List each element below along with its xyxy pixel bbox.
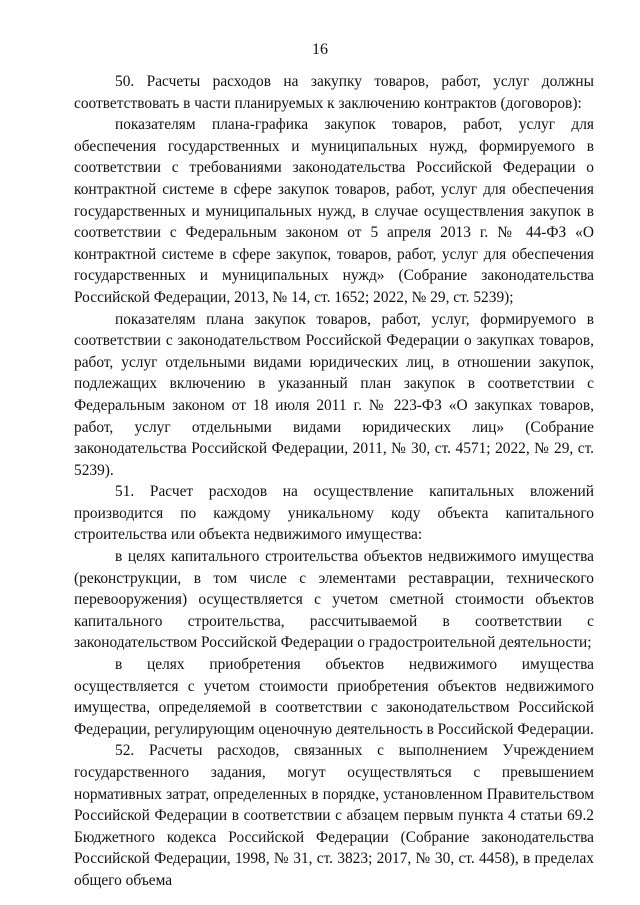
paragraph-plan-schedule: показателям плана-графика закупок товаров, работ, услуг для обеспечения государственных и муниципальных нужд, формируемого в соответствии с требованиями законодательства Российской Федерации о контрактной системе в сфере закупок товаров, работ, услуг для обеспечения государственных и муниципальных нужд, в случае осуществления закупок в соответствии с Федеральным законом от 5 апреля 2013 г. № 44-ФЗ «О контрактной системе в сфере закупок, товаров, работ, услуг для обеспечения государственных и муниципальных нужд» (Собрание законодательства Российской Федерации, 2013, № 14, ст. 1652; 2022, № 29, ст. 5239); <box>74 116 594 306</box>
page-number: 16 <box>312 41 328 58</box>
paragraph-item-50: 50. Расчеты расходов на закупку товаров, работ, услуг должны соответствовать в части планируемых к заключению контрактов (договоров): <box>74 73 594 112</box>
paragraph-procurement-plan: показателям плана закупок товаров, работ, услуг, формируемого в соответствии с законодательством Российской Федерации о закупках товаров, работ, услуг отдельными видами юридических лиц, в отношении закупок, подлежащих включению в указанный план закупок в соответствии с Федеральным законом от 18 июля 2011 г. № 223-ФЗ «О закупках товаров, работ, услуг отдельными видами юридических лиц» (Собрание законодательства Российской Федерации, 2011, № 30, ст. 4571; 2022, № 29, ст. 5239). <box>74 310 594 479</box>
document-body <box>74 71 594 892</box>
paragraph-item-51: 51. Расчет расходов на осуществление капитальных вложений производится по каждому уникальному коду объекта капитального строительства или объекта недвижимого имущества: <box>74 483 594 544</box>
paragraph-capital-construction: в целях капитального строительства объектов недвижимого имущества (реконструкции, в том числе с элементами реставрации, технического перевооружения) осуществляется с учетом сметной стоимости объектов капитального строительства, рассчитываемой в соответствии с законодательством Российской Федерации о градостроительной деятельности; <box>74 548 594 652</box>
paragraph-item-52: 52. Расчеты расходов, связанных с выполнением Учреждением государственного задания, могут осуществляться с превышением нормативных затрат, определенных в порядке, установленном Правительством Российской Федерации в соответствии с абзацем первым пункта 4 статьи 69.2 Бюджетного кодекса Российской Федерации (Собрание законодательства Российской Федерации, 1998, № 31, ст. 3823; 2017, № 30, ст. 4458), в пределах общего объема <box>74 742 594 889</box>
paragraph-real-estate-acquisition: в целях приобретения объектов недвижимого имущества осуществляется с учетом стоимости приобретения объектов недвижимого имущества, определяемой в соответствии с законодательством Российской Федерации, регулирующим оценочную деятельность в Российской Федерации. <box>74 656 594 738</box>
